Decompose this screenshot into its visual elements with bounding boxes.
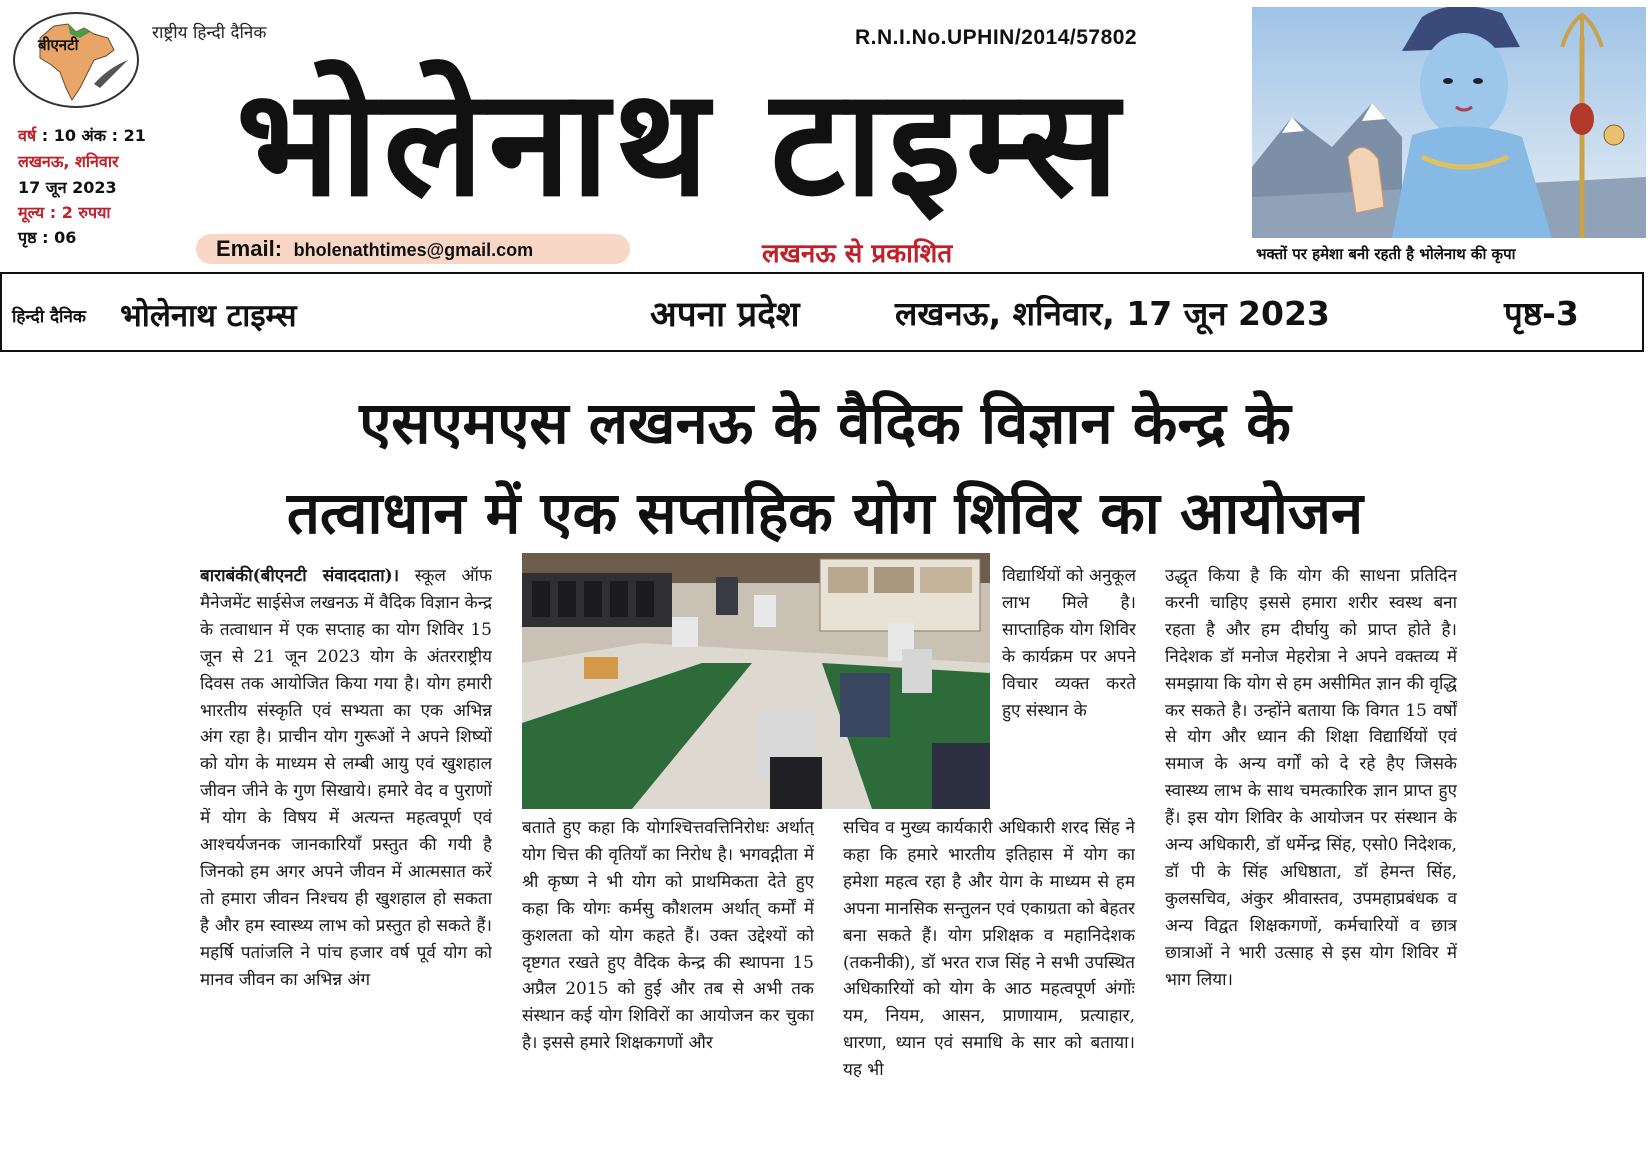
volume-label: वर्ष bbox=[18, 126, 37, 145]
article-headline bbox=[0, 378, 1650, 558]
column-3-top-text: विद्यार्थियों को अनुकूल लाभ मिले है। साप्ताहिक योग शिविर के कार्यक्रम पर अपने विचार व्यक्त करते हुए संस्थान के bbox=[1002, 566, 1136, 721]
newspaper-logo bbox=[10, 8, 146, 110]
section-name: अपना प्रदेश bbox=[650, 295, 800, 335]
column-1-text: स्कूल ऑफ मैनेजमेंट साईसेज लखनऊ में वैदिक विज्ञान केन्द्र के तत्वाधान में एक सप्ताह का योग शिविर 15 जून से 21 जून 2023 योग के अंतरराष्ट्रीय दिवस तक आयोजित किया गया है। योग हमारी भारतीय संस्कृति एवं सभ्यता का एक अभिन्न अंग रहा है। प्राचीन योग गुरूओं ने अपने शिष्यों को योग के माध्यम से लम्बी आयु एवं खुशहाल जीवन जीने के गुण सिखाये। हमारे वेद व पुराणों में योग के विषय में अत्यन्त महत्वपूर्ण एवं आश्चर्यजनक जानकारियाँ प्रस्तुत की गयी है जिनको हम अगर अपने जीवन में आत्मसात करें तो हमारा जीवन निश्चय ही खुशहाल हो सकता है और हम स्वास्थ्य लाभ को प्रस्तुत हो सकते हैं। महर्षि पतांजलि ने पांच हजार वर्ष पूर्व योग को मानव जीवन का अभिन्न अंग bbox=[200, 566, 492, 990]
email-address[interactable]: bholenathtimes@gmail.com bbox=[293, 240, 534, 260]
issue-label: अंक bbox=[81, 126, 107, 145]
email-label: Email: bbox=[216, 236, 283, 261]
published-from: लखनऊ से प्रकाशित bbox=[762, 239, 953, 269]
column-3-text: सचिव व मुख्य कार्यकारी अधिकारी शरद सिंह ने कहा कि हमारे भारतीय इतिहास में योग का हमेशा महत्व रहा है और येाग के माध्यम से हम अपना मानसिक सन्तुलन एवं एकाग्रता को बेहतर बना सकते हैं। योग प्रशिक्षक व महानिदेशक (तकनीकी), डॉ भरत राज सिंह ने सभी उपस्थित अधिकारियों को योग के आठ महत्वपूर्ण अंगोंः यम, नियम, आसन, प्राणायाम, प्रत्याहार, धारणा, ध्यान एवं समाधि के सार को बताया। यह भी bbox=[843, 818, 1135, 1081]
issue-value: : 21 bbox=[111, 126, 146, 145]
rni-number: R.N.I.No.UPHIN/2014/57802 bbox=[855, 26, 1138, 49]
yoga-camp-photo bbox=[522, 553, 990, 809]
logo-text: बीएनटी bbox=[38, 36, 79, 54]
article-column-3-top bbox=[1002, 563, 1136, 809]
article-column-3 bbox=[843, 815, 1135, 1153]
illustration-caption: भक्तों पर हमेशा बनी रहती है भोलेनाथ की कृपा bbox=[1256, 245, 1516, 263]
pages-label: पृष्ठ bbox=[18, 228, 37, 247]
masthead-title: भोलेनाथ टाइम्स bbox=[236, 57, 1125, 229]
volume-value: : 10 bbox=[41, 126, 76, 145]
volume-issue bbox=[18, 124, 146, 146]
email-band bbox=[196, 234, 630, 264]
column-4-text: उद्धृत किया है कि योग की साधना प्रतिदिन करनी चाहिए इससे हमारा शरीर स्वस्थ बना रहता है और हम दीर्घायु को प्राप्त होते है। निदेशक डॉ मनोज मेहरोत्रा ने अपने वक्तव्य में समझाया कि योग से हम असीमित ज्ञान की वृद्धि कर सकते है। उन्होंने बताया कि विगत 15 वर्षों से योग और ध्यान की शिक्षा विद्यार्थियों एवं समाज के अन्य वर्गों को दे रहे हैए जिसके स्वास्थ्य लाभ के साथ चमत्कारिक ज्ञान प्राप्त हुए हैं। इस योग शिविर के आयोजन पर संस्थान के अन्य अधिकारी, डॉ धर्मेन्द्र सिंह, एसो0 निदेशक, डॉ पी के सिंह अधिष्ठाता, डॉ हेमन्त सिंह, कुलसचिव, अंकुर श्रीवास्तव, उपमहाप्रबंधक व अन्य विद्वत शिक्षकगणों, कर्मचारियों व छात्र छात्राओं ने भारी उत्साह से इस योग शिविर में भाग लिया। bbox=[1165, 566, 1457, 990]
dateline-paper-name: भोलेनाथ टाइम्स bbox=[120, 298, 297, 334]
article-column-2 bbox=[522, 815, 814, 1153]
dateline-date: लखनऊ, शनिवार, 17 जून 2023 bbox=[895, 294, 1330, 333]
article-column-4 bbox=[1165, 563, 1457, 1153]
column-2-text: बताते हुए कहा कि योगश्चित्तवत्तिनिरोधः अर्थात् योग चित्त की वृतियाँ का निरोध है। भगवद्गीता में श्री कृष्ण ने भी योग को प्राथमिकता देते हुए कहा कि योगः कर्मसु कौशलम अर्थात् कर्मों में कुशलता को योग कहते हैं। उक्त उद्देश्यों को दृष्टगत रखते हुए वैदिक केन्द्र की स्थापना 15 अप्रैल 2015 को हुई और तब से अभी तक संस्थान कई योग शिविरों का आयोजन कर चुका है। इससे हमारे शिक्षकगणों और bbox=[522, 818, 814, 1054]
issue-date: 17 जून 2023 bbox=[18, 178, 117, 197]
shiva-illustration bbox=[1252, 7, 1646, 238]
price bbox=[18, 201, 111, 223]
price-label: मूल्य bbox=[18, 203, 45, 222]
dateline-strip bbox=[0, 272, 1644, 352]
pages-value: : 06 bbox=[42, 228, 77, 247]
price-value: : 2 रुपया bbox=[49, 203, 111, 222]
tagline: राष्ट्रीय हिन्दी दैनिक bbox=[152, 23, 267, 43]
article-column-1 bbox=[200, 563, 492, 1153]
dateline-label: हिन्दी दैनिक bbox=[12, 307, 86, 327]
place-day: लखनऊ, शनिवार bbox=[18, 152, 119, 171]
headline-line-2: तत्वाधान में एक सप्ताहिक योग शिविर का आयोजन bbox=[286, 479, 1364, 547]
headline-line-1: एसएमएस लखनऊ के वैदिक विज्ञान केन्द्र के bbox=[359, 389, 1291, 457]
article-dateline: बाराबंकी(बीएनटी संवाददाता)। bbox=[200, 566, 400, 586]
page-number: पृष्ठ-3 bbox=[1504, 294, 1579, 333]
pages bbox=[18, 226, 76, 248]
